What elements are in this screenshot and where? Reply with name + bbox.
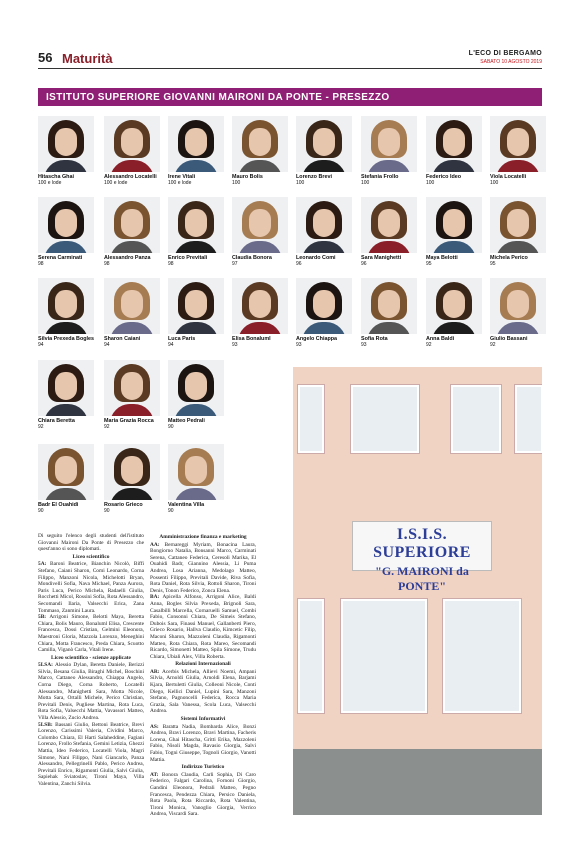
photo-shirt: [174, 241, 218, 253]
student-photo: [490, 278, 546, 334]
photo-shirt: [238, 322, 282, 334]
student-grade: 100: [361, 180, 370, 186]
photo-shirt: [44, 322, 88, 334]
section-title: Maturità: [62, 51, 113, 66]
photo-face: [313, 290, 335, 318]
student-card: [104, 444, 160, 514]
student-grade: 97: [232, 261, 238, 267]
student-grade: 96: [361, 261, 367, 267]
school-sign-line-2: "G. MAIRONI da PONTE": [375, 564, 469, 593]
photo-shirt: [302, 160, 346, 172]
photo-shirt: [44, 160, 88, 172]
school-building-photo: [293, 367, 542, 815]
photo-shirt: [238, 160, 282, 172]
photo-face: [55, 128, 77, 156]
newspaper-name: L'ECO DI BERGAMO: [468, 50, 542, 57]
school-sign-line-1: I.S.I.S. SUPERIORE: [373, 526, 471, 561]
student-photo: [168, 116, 224, 172]
student-grade: 92: [38, 424, 44, 430]
student-photo: [38, 116, 94, 172]
class-names: Baratta Nadia, Bombarda Alice, Bonzi Andrea, Bravi Lorenzo, Bravi Martina, Facheris Lorena, Ghai Hitascha, Gritti Erika, Mazzoleni Fabio, Nisoli Magda, Ravasio Giorgia, Salvi Fabio, Togni Giuseppe, Tognoli Giorgio, Vanotti Mattia.: [150, 723, 256, 763]
student-card: [490, 116, 546, 186]
article-column-1: [38, 533, 144, 788]
student-grade: 100 e lode: [168, 180, 192, 186]
photo-shirt: [110, 488, 154, 500]
student-photo: [168, 360, 224, 416]
student-photo: [296, 116, 352, 172]
student-grade: 95: [490, 261, 496, 267]
photo-face: [121, 456, 143, 484]
student-card: [168, 197, 224, 267]
student-name: Sara Manighetti: [361, 255, 402, 261]
student-name: Claudia Bonora: [232, 255, 272, 261]
course-heading: Liceo scientifico - scienze applicate: [51, 654, 131, 661]
student-card: [38, 278, 94, 348]
student-photo: [38, 278, 94, 334]
photo-face: [121, 209, 143, 237]
photo-face: [249, 209, 271, 237]
student-photo: [426, 278, 482, 334]
student-photo: [168, 278, 224, 334]
class-list: [150, 594, 256, 660]
photo-shirt: [302, 241, 346, 253]
photo-shirt: [174, 322, 218, 334]
student-name: Silvia Prexeda Bogles: [38, 336, 95, 342]
student-card: [426, 197, 482, 267]
class-list: [150, 724, 256, 764]
student-photo: [232, 278, 288, 334]
student-name: Alessandro Locatelli: [104, 174, 157, 180]
class-names: Bernareggi Myriam, Bonacina Laura, Bongiorno Natalia, Bonsanni Marco, Carminati Serena, Cattaneo Federica, Ceresoli Marika, El Ouahidi Badr, Giannino Alessia, Li Puma Andrea, Losa Arianna, Medolago Matteo, Possenti Filippo, Previtali Davide, Riva Sofia, Rota Daniel, Rota Silvia, Rottoli Sharon, Tironi Denis, Tonon Federico, Zonca Elena.: [150, 541, 256, 594]
photo-shirt: [238, 241, 282, 253]
student-photo: [232, 116, 288, 172]
photo-face: [313, 209, 335, 237]
student-name: Chiara Beretta: [38, 418, 75, 424]
class-names: Arrigoni Simone, Belotti Maya, Beretta Chiara, Bolis Mauro, Bonaluml Elisa, Crescente Francesca, Dossi Cristian, Gelmini Eleonora, Maestroni Gloria, Mazzola Lorenzo, Meneghini Chiara, Motta Francesco, Preda Chiara, Scuotto Camilla, Viganò Carla, Vitali Irene.: [38, 614, 144, 654]
class-label: AS:: [150, 723, 159, 730]
student-grade: 100 e lode: [104, 180, 128, 186]
student-grade: 90: [104, 508, 110, 514]
student-name: Giulio Bassani: [490, 336, 528, 342]
photo-shirt: [44, 488, 88, 500]
student-grade: 100: [490, 180, 499, 186]
student-name: Leonardo Comi: [296, 255, 336, 261]
student-name: Enrico Previtali: [168, 255, 208, 261]
student-card: [168, 116, 224, 186]
student-photo: [168, 197, 224, 253]
student-card: [232, 116, 288, 186]
student-grade: 92: [104, 424, 110, 430]
student-grade: 94: [168, 342, 174, 348]
photo-face: [378, 128, 400, 156]
student-name: Maya Belotti: [426, 255, 458, 261]
photo-shirt: [110, 322, 154, 334]
photo-face: [55, 209, 77, 237]
student-photo: [168, 444, 224, 500]
student-name: Irene Vitali: [168, 174, 196, 180]
student-photo: [361, 116, 417, 172]
student-name: Alessandro Panza: [104, 255, 151, 261]
student-name: Badr El Ouahidi: [38, 502, 79, 508]
courtyard: [293, 749, 542, 815]
photo-face: [55, 372, 77, 400]
photo-shirt: [496, 322, 540, 334]
student-photo: [104, 360, 160, 416]
student-photo: [296, 197, 352, 253]
class-names: Alessio Dylan, Beretta Daniele, Berizzi Silvia, Besana Giulia, Biraghi Michel, Boschini Marco, Cattaneo Alessandro, Chiappa Angelo, Corna Diego, Corna Roberto, Locatelli Alessandro, Manighetti Sara, Motta Nicole, Motta Sara, Ortalli Michele, Perico Christian, Previtali Denis, Pugliese Martina, Rota Luca, Rota Sofia, Valsecchi Mattia, Vavassori Matteo, Villa Alessio, Zucio Andrea.: [38, 662, 144, 722]
student-grade: 98: [168, 261, 174, 267]
student-card: [104, 278, 160, 348]
student-photo: [38, 197, 94, 253]
student-grade: 100: [232, 180, 241, 186]
photo-shirt: [110, 404, 154, 416]
student-card: [104, 360, 160, 430]
class-names: Acerbis Michela, Allievi Noemi, Ampani Silvia, Arnoldi Giulia, Arnoldi Elena, Barjami Kjara, Bertuletti Giulia, Colleoni Nicole, Conti Diego, Kellici Daniel, Lupini Sara, Manzoni Stefano, Pagnoncelli Federica, Rocca Maria Grazia, Sala Vanessa, Scola Luca, Valsecchi Andrea.: [150, 668, 256, 715]
photo-face: [378, 290, 400, 318]
window: [351, 385, 419, 453]
student-name: Hitascha Ghai: [38, 174, 74, 180]
student-name: Luca Paris: [168, 336, 196, 342]
student-card: [168, 360, 224, 430]
header-rule: [38, 68, 542, 69]
student-card: [168, 444, 224, 514]
photo-face: [249, 290, 271, 318]
class-label: 5A:: [38, 561, 47, 568]
class-names: Bonora Claudia, Carli Sophia, Di Caro Federico, Falgari Carolina, Fornoni Giorgio, Gandini Eleonora, Pedrali Matteo, Pegno Francesca, Pendezza Chiara, Persico Daniela, Rota Paola, Rota Riccardo, Rota Valentina, Tironi Monica, Vanoglio Giorgia, Verrico Andrea, Viscardi Sara.: [150, 771, 256, 818]
student-card: [296, 116, 352, 186]
student-card: [38, 444, 94, 514]
student-card: [296, 197, 352, 267]
student-grade: 93: [232, 342, 238, 348]
photo-shirt: [174, 404, 218, 416]
photo-shirt: [432, 322, 476, 334]
student-card: [232, 278, 288, 348]
photo-shirt: [432, 160, 476, 172]
photo-shirt: [367, 160, 411, 172]
photo-face: [507, 209, 529, 237]
article-intro: Di seguito l'elenco degli studenti dell'istituto Giovanni Maironi Da Ponte di Presezzo che quest'anno si sono diplomati.: [38, 533, 144, 553]
student-card: [361, 197, 417, 267]
photo-shirt: [174, 488, 218, 500]
class-list: [38, 561, 144, 614]
student-name: Elisa Bonaluml: [232, 336, 271, 342]
class-label: 5LSB:: [38, 721, 53, 728]
class-label: AR:: [150, 668, 160, 675]
student-name: Federico Ideo: [426, 174, 462, 180]
window: [451, 385, 501, 453]
photo-face: [443, 128, 465, 156]
student-name: Viola Locatelli: [490, 174, 527, 180]
student-card: [426, 116, 482, 186]
student-grade: 94: [38, 342, 44, 348]
student-name: Serena Carminati: [38, 255, 83, 261]
student-card: [38, 197, 94, 267]
student-name: Angelo Chiappa: [296, 336, 338, 342]
student-grade: 92: [490, 342, 496, 348]
class-label: AT:: [150, 771, 159, 778]
student-name: Valentina Villa: [168, 502, 205, 508]
photo-face: [378, 209, 400, 237]
student-grade: 98: [38, 261, 44, 267]
photo-face: [443, 209, 465, 237]
photo-face: [121, 372, 143, 400]
student-photo: [426, 197, 482, 253]
course-heading: Indirizzo Turistico: [181, 764, 225, 771]
student-card: [232, 197, 288, 267]
student-name: Mauro Bolis: [232, 174, 263, 180]
class-list: [150, 542, 256, 595]
student-card: [296, 278, 352, 348]
student-grade: 90: [38, 508, 44, 514]
photo-shirt: [432, 241, 476, 253]
student-grade: 100: [426, 180, 435, 186]
photo-face: [55, 290, 77, 318]
photo-shirt: [496, 241, 540, 253]
window: [443, 599, 521, 713]
course-heading: Liceo scientifico: [72, 553, 110, 560]
student-grade: 100 e lode: [38, 180, 62, 186]
photo-face: [185, 456, 207, 484]
photo-face: [249, 128, 271, 156]
student-grade: 95: [426, 261, 432, 267]
student-card: [104, 116, 160, 186]
article-column-2: [150, 533, 256, 818]
window: [341, 599, 427, 713]
student-name: Sharon Caiani: [104, 336, 141, 342]
photo-face: [121, 128, 143, 156]
student-card: [104, 197, 160, 267]
student-photo: [104, 278, 160, 334]
student-name: Matteo Pedrali: [168, 418, 205, 424]
student-name: Stefania Frollo: [361, 174, 399, 180]
student-grade: 100: [296, 180, 305, 186]
photo-shirt: [496, 160, 540, 172]
student-grade: 94: [104, 342, 110, 348]
student-grade: 90: [168, 508, 174, 514]
student-card: [490, 278, 546, 348]
student-card: [168, 278, 224, 348]
student-photo: [296, 278, 352, 334]
student-photo: [490, 197, 546, 253]
class-names: Apicella Alfonso, Arrigoni Alice, Baldi Anna, Bogles Silvia Prexeda, Brignoli Sara, Casalbilli Marcella, Cornaruelli Samuel, Combi Fabio, Consonni Chiara, De Simeis Stefano, Dubois Sara, Finassi Manuel, Gallanberti Piero, Grieco Rosario, Hallva Claudio, Kimcetic Filip, Maconi Sharon, Mazzoleni Claudia, Rigamonti Matteo, Rota Chiara, Rota Mareo, Secomandi Ricardo, Simonetti Matteo, Spila Simone, Trudu Chiara, Ubiali Alex, Villa Roberta.: [150, 594, 256, 660]
student-card: [361, 278, 417, 348]
photo-shirt: [302, 322, 346, 334]
issue-date: SABATO 10 AGOSTO 2019: [480, 59, 542, 65]
student-grade: 93: [296, 342, 302, 348]
photo-face: [507, 290, 529, 318]
student-name: Rosario Grieco: [104, 502, 143, 508]
photo-face: [313, 128, 335, 156]
class-names: Baroni Beatrice, Bianchin Nicolò, Biffi Stefano, Caiani Sharon, Comi Leonardo, Corna Filippo, Manzoni Nicola, Michelotti Bryan, Mondivelli Sofia, Nava Michael, Panza Aurora, Paris Luca, Perico Michela, Radaelli Giulia, Rocchetti Micol, Rossini Sofia, Rota Alessandro, Secomandi Ilaria, Valsecchi Erica, Zana Tommaso, Zanmini Laura.: [38, 561, 145, 614]
photo-shirt: [367, 241, 411, 253]
class-label: 5B:: [38, 614, 47, 621]
class-list: [38, 614, 144, 654]
photo-face: [185, 290, 207, 318]
student-photo: [361, 278, 417, 334]
student-photo: [38, 360, 94, 416]
photo-shirt: [44, 241, 88, 253]
photo-shirt: [174, 160, 218, 172]
school-banner: ISTITUTO SUPERIORE GIOVANNI MAIRONI DA PONTE - PRESEZZO: [38, 88, 542, 106]
photo-face: [55, 456, 77, 484]
student-photo: [232, 197, 288, 253]
photo-face: [121, 290, 143, 318]
student-name: Maria Grazia Rocca: [104, 418, 154, 424]
window: [515, 385, 542, 453]
photo-face: [185, 128, 207, 156]
student-card: [426, 278, 482, 348]
class-label: 5LSA:: [38, 662, 53, 669]
class-list: [150, 669, 256, 715]
student-card: [38, 360, 94, 430]
photo-shirt: [110, 160, 154, 172]
student-grade: 92: [426, 342, 432, 348]
photo-shirt: [44, 404, 88, 416]
student-photo: [426, 116, 482, 172]
class-list: [38, 722, 144, 788]
photo-face: [185, 209, 207, 237]
student-photo: [38, 444, 94, 500]
student-photo: [490, 116, 546, 172]
photo-shirt: [110, 241, 154, 253]
student-photo: [361, 197, 417, 253]
student-photo: [104, 444, 160, 500]
photo-face: [443, 290, 465, 318]
student-photo: [104, 116, 160, 172]
class-list: [38, 662, 144, 721]
course-heading: Relazioni Internazionali: [175, 661, 231, 668]
student-card: [38, 116, 94, 186]
class-list: [150, 772, 256, 818]
student-name: Anna Baldi: [426, 336, 455, 342]
student-grade: 90: [168, 424, 174, 430]
photo-face: [185, 372, 207, 400]
school-sign: [352, 521, 492, 593]
class-label: BA:: [150, 594, 160, 601]
window: [298, 599, 324, 713]
student-grade: 96: [296, 261, 302, 267]
class-names: Bassani Giulio, Bettoni Beatrice, Brevi Lorenzo, Carissimi Valeria, Cividini Marco, Colombo Chiara, El Harti Salaheddine, Fagiani Lorenzo, Frollo Stefania, Gemini Letizia, Ghezzi Mattia, Ideo Federico, Locatelli Viola, Magri Simone, Nani Filippo, Nani Giancarlo, Panza Alessandro, Pellegrinelli Pablo, Perico Andrea, Previtali Enrico, Rigamonti Giulia, Salvi Giulia, Sapiehak Sviatoslav, Tironi Maya, Villa Valentina, Zanchi Silvia.: [38, 721, 144, 787]
photo-face: [507, 128, 529, 156]
student-photo: [104, 197, 160, 253]
student-card: [490, 197, 546, 267]
student-grade: 98: [104, 261, 110, 267]
course-heading: Amministrazione finanza e marketing: [159, 534, 247, 540]
class-label: AA:: [150, 541, 160, 548]
student-card: [361, 116, 417, 186]
student-grade: 93: [361, 342, 367, 348]
student-name: Sofia Rota: [361, 336, 388, 342]
window: [298, 385, 324, 453]
page-number: 56: [38, 50, 53, 65]
course-heading: Sistemi Informativi: [180, 716, 226, 723]
student-name: Michela Perico: [490, 255, 528, 261]
photo-shirt: [367, 322, 411, 334]
student-name: Lorenzo Brevi: [296, 174, 332, 180]
